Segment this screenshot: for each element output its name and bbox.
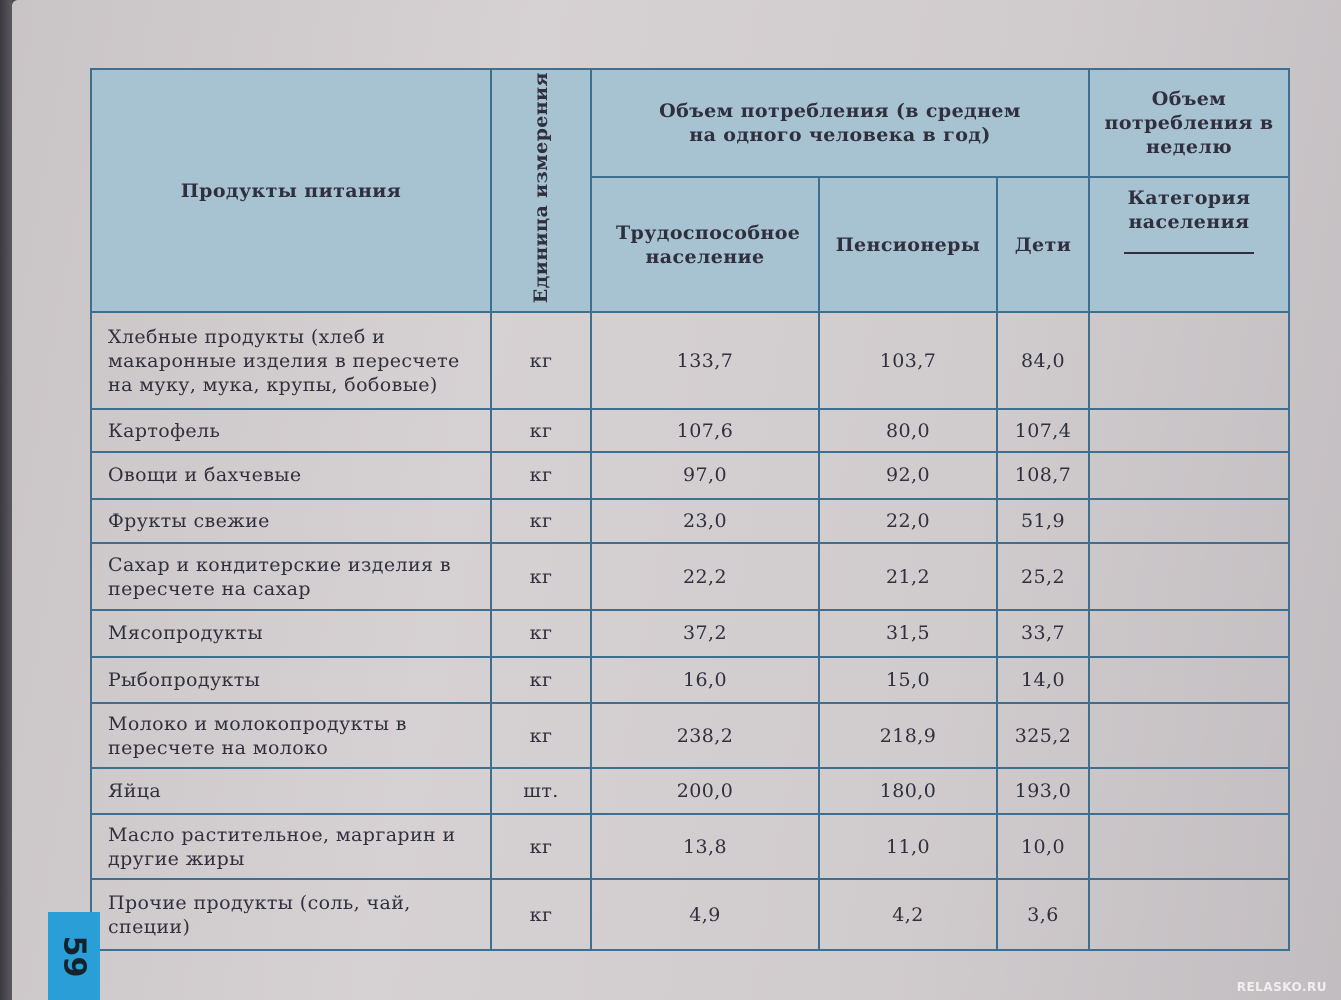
page-number: 59 <box>56 935 92 977</box>
weekly-volume-cell <box>1089 814 1289 879</box>
table-header <box>91 69 1289 312</box>
weekly-volume-cell <box>1089 703 1289 768</box>
product-name-cell: Масло растительное, маргарин и другие жиры <box>91 814 491 879</box>
workers-value-cell: 133,7 <box>591 312 819 409</box>
product-name-cell: Картофель <box>91 409 491 452</box>
pensioners-value-cell: 218,9 <box>819 703 997 768</box>
pensioners-value-cell: 180,0 <box>819 768 997 815</box>
workers-value-cell: 238,2 <box>591 703 819 768</box>
workers-value-cell: 22,2 <box>591 543 819 610</box>
children-value-cell: 25,2 <box>997 543 1089 610</box>
unit-cell: кг <box>491 452 591 499</box>
table-body <box>91 312 1289 950</box>
table-row <box>91 312 1289 409</box>
product-name-cell: Яйца <box>91 768 491 815</box>
workers-value-cell: 16,0 <box>591 657 819 704</box>
product-name-cell: Молоко и молокопродукты в пересчете на молоко <box>91 703 491 768</box>
children-value-cell: 33,7 <box>997 610 1089 657</box>
table-row <box>91 768 1289 815</box>
header-pensioners: Пенсионеры <box>819 177 997 312</box>
product-name-cell: Прочие продукты (соль, чай, специи) <box>91 879 491 950</box>
workers-value-cell: 37,2 <box>591 610 819 657</box>
workers-value-cell: 4,9 <box>591 879 819 950</box>
weekly-volume-cell <box>1089 610 1289 657</box>
weekly-volume-cell <box>1089 879 1289 950</box>
pensioners-value-cell: 15,0 <box>819 657 997 704</box>
unit-cell: кг <box>491 312 591 409</box>
header-volume-year: Объем потребления (в среднем на одного человека в год) <box>591 69 1089 177</box>
book-spine-shadow <box>0 0 12 1000</box>
header-products: Продукты питания <box>91 69 491 312</box>
product-name-cell: Овощи и бахчевые <box>91 452 491 499</box>
children-value-cell: 3,6 <box>997 879 1089 950</box>
header-unit-label: Единица измерения <box>530 72 552 304</box>
table-row <box>91 543 1289 610</box>
pensioners-value-cell: 80,0 <box>819 409 997 452</box>
weekly-volume-cell <box>1089 409 1289 452</box>
workers-value-cell: 107,6 <box>591 409 819 452</box>
watermark: RELASKO.RU <box>1236 980 1327 994</box>
table-row <box>91 409 1289 452</box>
workers-value-cell: 23,0 <box>591 499 819 544</box>
page-number-tab <box>48 912 100 1000</box>
product-name-cell: Сахар и кондитерские изделия в пересчете на сахар <box>91 543 491 610</box>
category-blank-line <box>1124 250 1254 254</box>
children-value-cell: 84,0 <box>997 312 1089 409</box>
pensioners-value-cell: 22,0 <box>819 499 997 544</box>
weekly-volume-cell <box>1089 768 1289 815</box>
header-children: Дети <box>997 177 1089 312</box>
workers-value-cell: 97,0 <box>591 452 819 499</box>
product-name-cell: Фрукты свежие <box>91 499 491 544</box>
table-row <box>91 879 1289 950</box>
pensioners-value-cell: 31,5 <box>819 610 997 657</box>
pensioners-value-cell: 92,0 <box>819 452 997 499</box>
weekly-volume-cell <box>1089 657 1289 704</box>
product-name-cell: Рыбопродукты <box>91 657 491 704</box>
unit-cell: кг <box>491 657 591 704</box>
unit-cell: кг <box>491 879 591 950</box>
table-row <box>91 499 1289 544</box>
children-value-cell: 10,0 <box>997 814 1089 879</box>
weekly-volume-cell <box>1089 499 1289 544</box>
table-row <box>91 610 1289 657</box>
workers-value-cell: 200,0 <box>591 768 819 815</box>
unit-cell: кг <box>491 703 591 768</box>
product-name-cell: Хлебные продукты (хлеб и макаронные изделия в пересчете на муку, мука, крупы, бобовые) <box>91 312 491 409</box>
table-row <box>91 814 1289 879</box>
pensioners-value-cell: 11,0 <box>819 814 997 879</box>
header-volume-week: Объем потребления в неделю <box>1089 69 1289 177</box>
consumption-table <box>90 68 1290 951</box>
table-row <box>91 703 1289 768</box>
header-unit <box>491 69 591 312</box>
unit-cell: шт. <box>491 768 591 815</box>
table-row <box>91 452 1289 499</box>
unit-cell: кг <box>491 543 591 610</box>
pensioners-value-cell: 4,2 <box>819 879 997 950</box>
children-value-cell: 108,7 <box>997 452 1089 499</box>
children-value-cell: 193,0 <box>997 768 1089 815</box>
header-workers: Трудоспособное население <box>591 177 819 312</box>
table-row <box>91 657 1289 704</box>
children-value-cell: 325,2 <box>997 703 1089 768</box>
header-category-label: Категория населения <box>1127 186 1251 233</box>
workers-value-cell: 13,8 <box>591 814 819 879</box>
pensioners-value-cell: 21,2 <box>819 543 997 610</box>
children-value-cell: 14,0 <box>997 657 1089 704</box>
unit-cell: кг <box>491 409 591 452</box>
weekly-volume-cell <box>1089 312 1289 409</box>
pensioners-value-cell: 103,7 <box>819 312 997 409</box>
header-category <box>1089 177 1289 312</box>
product-name-cell: Мясопродукты <box>91 610 491 657</box>
children-value-cell: 51,9 <box>997 499 1089 544</box>
weekly-volume-cell <box>1089 452 1289 499</box>
unit-cell: кг <box>491 610 591 657</box>
children-value-cell: 107,4 <box>997 409 1089 452</box>
consumption-table-wrapper <box>90 68 1288 938</box>
unit-cell: кг <box>491 814 591 879</box>
unit-cell: кг <box>491 499 591 544</box>
weekly-volume-cell <box>1089 543 1289 610</box>
